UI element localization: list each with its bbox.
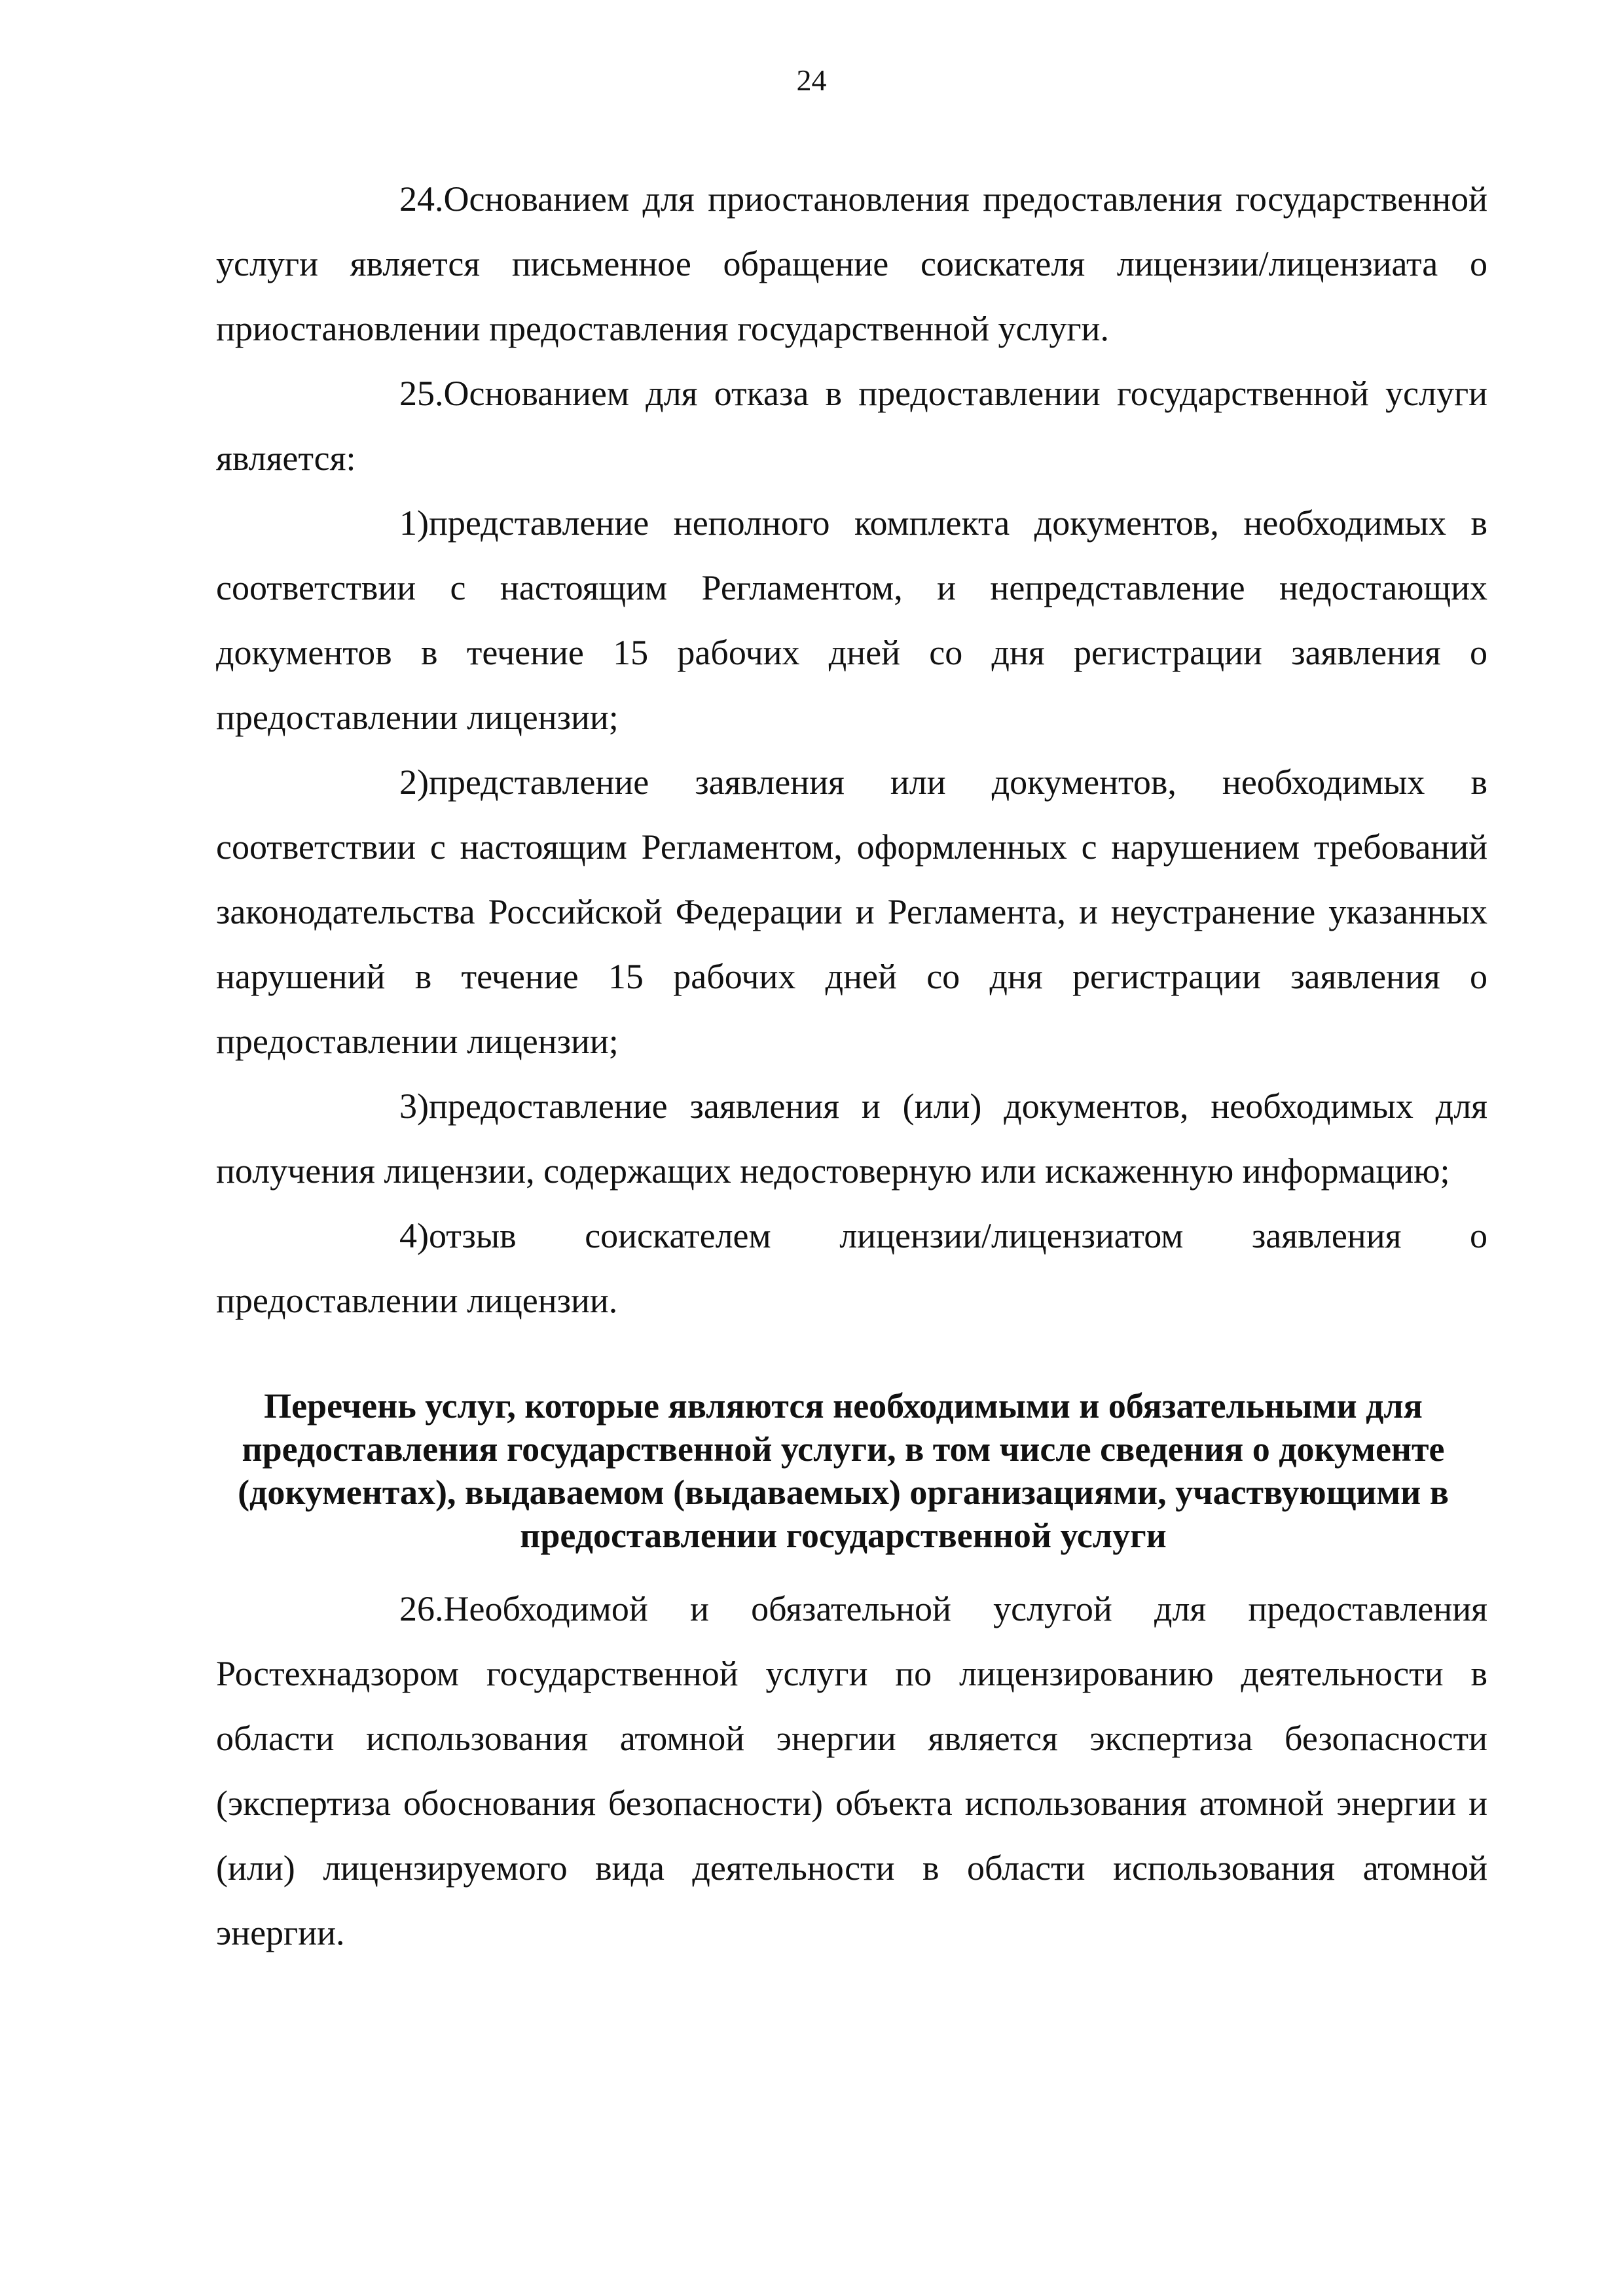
document-body — [216, 167, 1487, 1965]
section-heading: Перечень услуг, которые являются необходимыми и обязательными для предоставления государственной услуги, в том числе сведения о документе (документах), выдаваемом (выдаваемых) организациями, участвующими в предоставлении государственной услуги — [238, 1386, 1449, 1555]
paragraph-number: 24. — [399, 179, 444, 219]
list-item-text: представление неполного комплекта документов, необходимых в соответствии с настоящим Регламентом, и непредставление недостающих документов в течение 15 рабочих дней со дня регистрации заявления о предоставлении лицензии; — [216, 503, 1487, 737]
list-item-1 — [216, 491, 1487, 750]
paragraph-24 — [216, 167, 1487, 361]
list-item-number: 3) — [399, 1086, 429, 1126]
list-item-number: 2) — [399, 762, 429, 802]
list-item-number: 4) — [399, 1216, 429, 1255]
list-item-4 — [216, 1204, 1487, 1333]
list-item-3 — [216, 1074, 1487, 1204]
list-item-2 — [216, 750, 1487, 1074]
paragraph-25 — [216, 361, 1487, 491]
paragraph-number: 26. — [399, 1589, 444, 1628]
paragraph-text: Основанием для приостановления предоставления государственной услуги является письменное обращение соискателя лицензии/лицензиата о приостановлении предоставления государственной услуги. — [216, 179, 1487, 348]
page-number: 24 — [796, 63, 827, 97]
list-item-number: 1) — [399, 503, 429, 543]
paragraph-number: 25. — [399, 374, 444, 413]
paragraph-26 — [216, 1577, 1487, 1965]
list-item-text: представление заявления или документов, необходимых в соответствии с настоящим Регламентом, оформленных с нарушением требований законодательства Российской Федерации и Регламента, и неустранение указанных нарушений в течение 15 рабочих дней со дня регистрации заявления о предоставлении лицензии; — [216, 762, 1487, 1061]
list-item-text: отзыв соискателем лицензии/лицензиатом заявления о предоставлении лицензии. — [216, 1216, 1487, 1320]
list-item-text: предоставление заявления и (или) документов, необходимых для получения лицензии, содержащих недостоверную или искаженную информацию; — [216, 1086, 1487, 1191]
paragraph-text: Основанием для отказа в предоставлении государственной услуги является: — [216, 374, 1487, 478]
paragraph-text: Необходимой и обязательной услугой для предоставления Ростехнадзором государственной услуги по лицензированию деятельности в области использования атомной энергии является экспертиза безопасности (экспертиза обоснования безопасности) объекта использования атомной энергии и (или) лицензируемого вида деятельности в области использования атомной энергии. — [216, 1589, 1487, 1952]
